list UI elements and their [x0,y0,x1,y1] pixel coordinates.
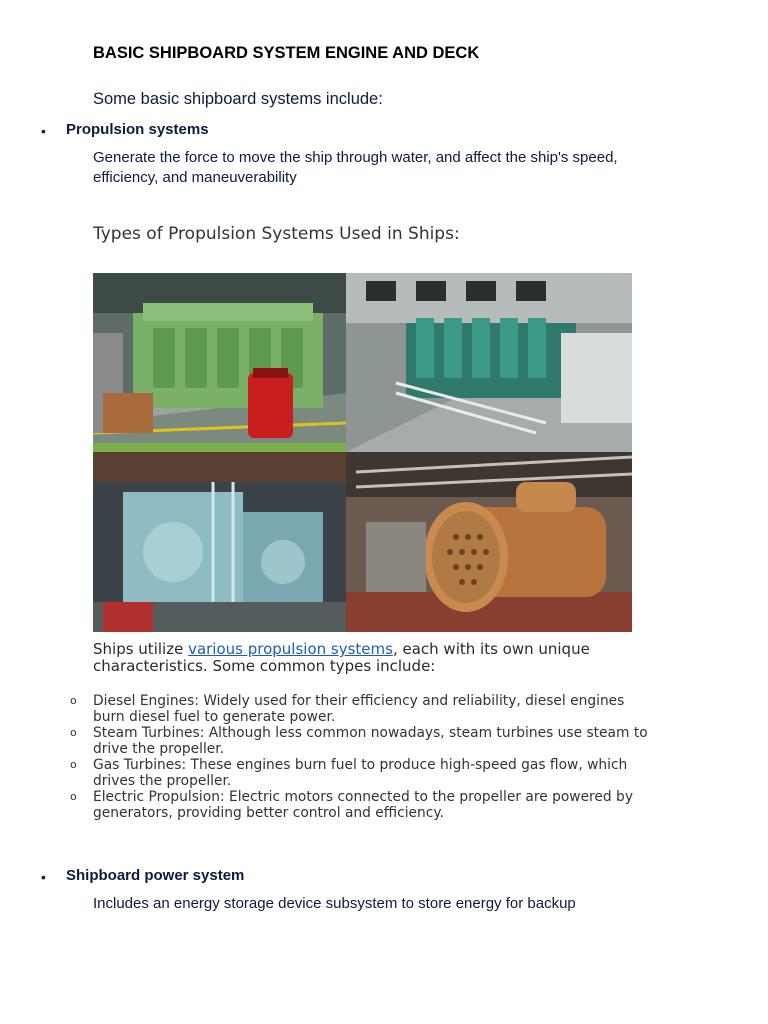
list-item-line: drive the propeller. [93,741,225,757]
list-item-line: burn diesel fuel to generate power. [93,709,336,725]
list-item-line: generators, providing better control and efficiency. [93,805,444,821]
propulsion-types-list [66,693,686,821]
list-item-line: Gas Turbines: These engines burn fuel to produce high-speed gas flow, which [93,757,628,773]
paragraph-text: , each with its own unique characteristics. Some common types include: [93,640,590,675]
section-heading-propulsion: Propulsion systems [66,121,209,138]
copper-turbine-photo [346,452,632,632]
bullet-marker: • [41,123,46,139]
list-item-line: Diesel Engines: Widely used for their efficiency and reliability, diesel engines [93,693,625,709]
section-description-power: Includes an energy storage device subsystem to store energy for backup [93,895,576,912]
list-item [66,725,686,757]
description-line: efficiency, and maneuverability [93,169,297,186]
bullet-marker: • [41,869,46,885]
list-item-line: Electric Propulsion: Electric motors connected to the propeller are powered by [93,789,633,805]
list-item-line: drives the propeller. [93,773,232,789]
list-marker: o [70,790,77,803]
section-heading-power: Shipboard power system [66,867,245,884]
description-line: Generate the force to move the ship through water, and affect the ship's speed, [93,149,618,166]
intro-text: Some basic shipboard systems include: [93,90,383,108]
blue-machinery-photo [93,452,346,632]
list-item [66,789,686,821]
list-marker: o [70,726,77,739]
list-item [66,693,686,725]
section-description-propulsion [93,148,693,188]
engine-photo-collage [93,273,632,632]
list-item [66,757,686,789]
list-item-line: Steam Turbines: Although less common nowadays, steam turbines use steam to [93,725,648,741]
propulsion-intro-paragraph [93,641,653,675]
list-marker: o [70,694,77,707]
green-diesel-engine-photo [93,273,346,452]
engine-room-photo [346,273,632,452]
document-title: BASIC SHIPBOARD SYSTEM ENGINE AND DECK [93,44,480,62]
paragraph-text: Ships utilize [93,640,189,658]
propulsion-types-subheading: Types of Propulsion Systems Used in Ships: [93,224,460,244]
list-marker: o [70,758,77,771]
propulsion-systems-link[interactable]: various propulsion systems [188,640,393,658]
